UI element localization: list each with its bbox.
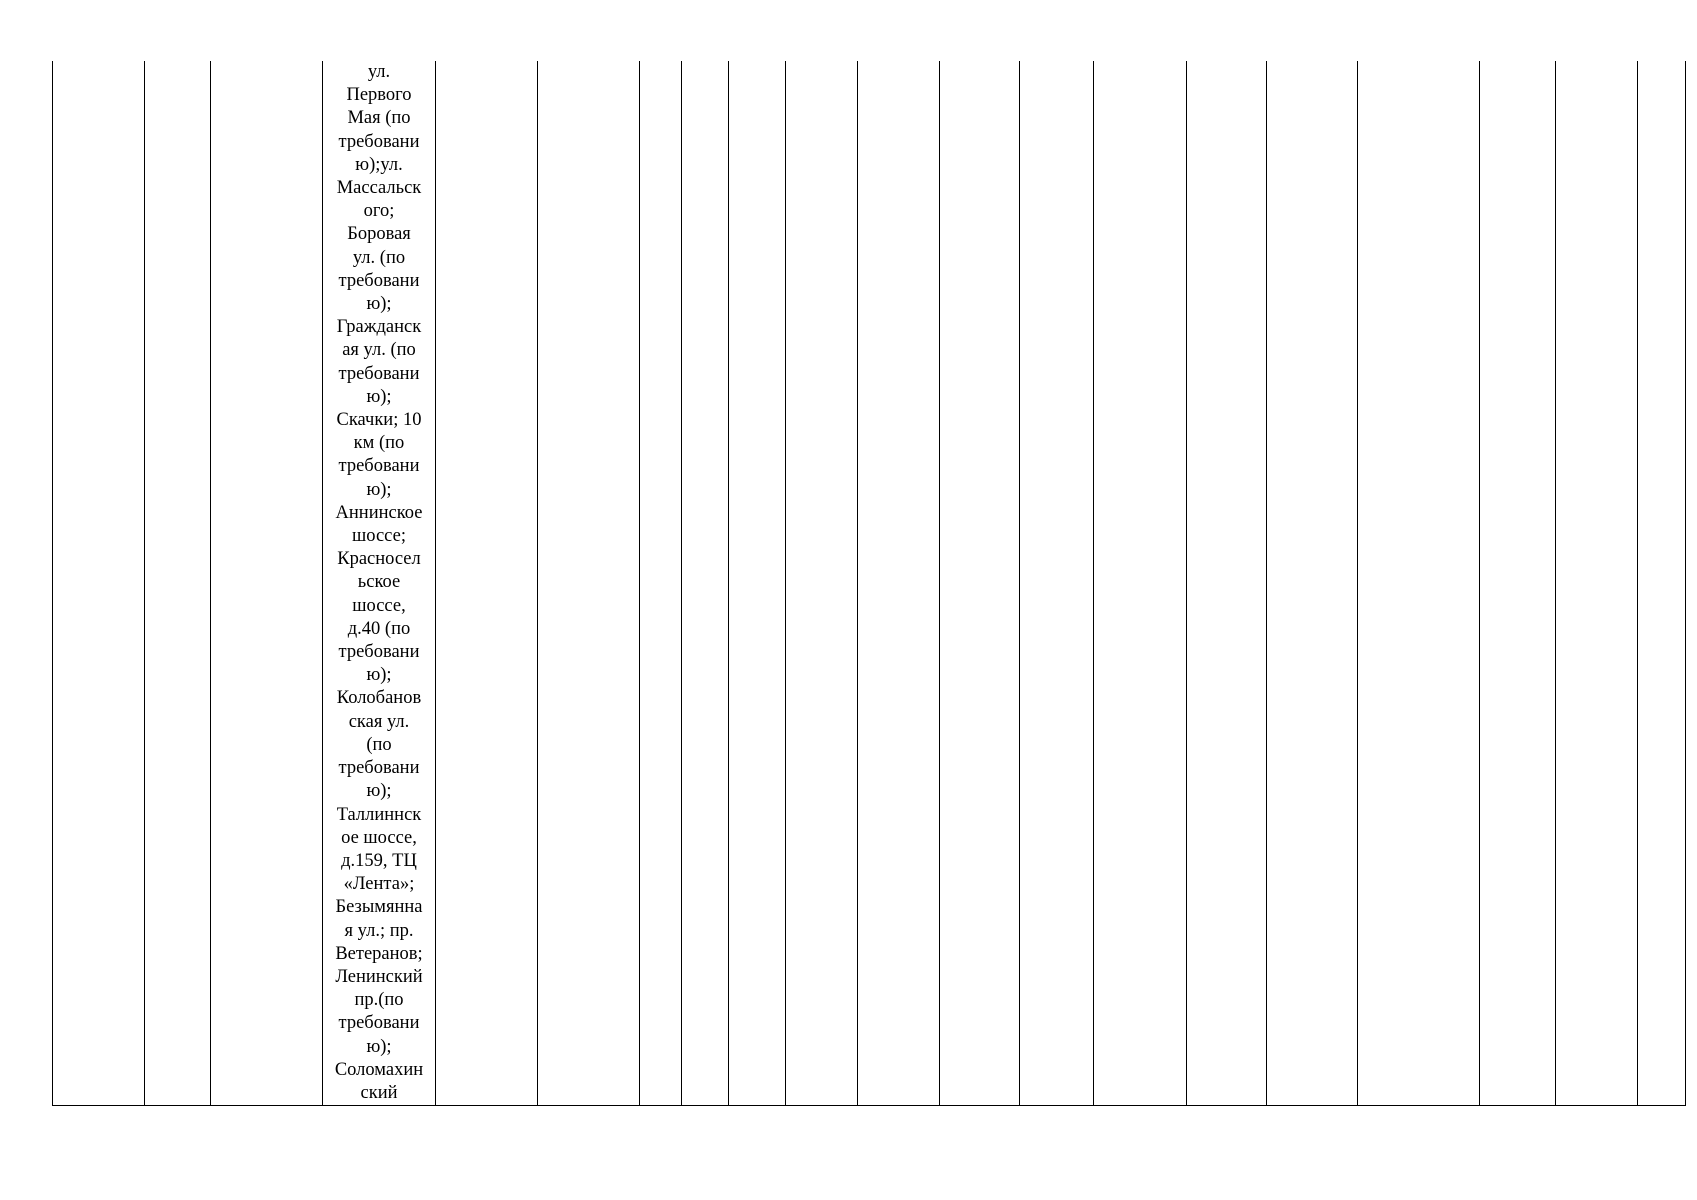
table-cell [786, 61, 858, 1106]
stop-line: ул. [367, 62, 391, 82]
table-cell [145, 61, 211, 1106]
stop-line: шоссе, [352, 595, 406, 616]
table-row [53, 61, 1686, 1106]
table-cell [1187, 61, 1267, 1106]
stop-line: ю); [366, 386, 392, 407]
route-table [52, 61, 1686, 1106]
table-cell [436, 61, 538, 1106]
table-cell [1480, 61, 1556, 1106]
stop-line: ю); [366, 1036, 392, 1057]
stop-line: ю);ул. [355, 154, 403, 175]
stop-line: д.40 (по [347, 618, 411, 639]
stop-line: ская ул. [348, 711, 410, 732]
table-cell [640, 61, 682, 1106]
stop-line: км (по [353, 433, 405, 454]
stop-line: шоссе; [352, 526, 406, 547]
stop-line: требовани [338, 131, 420, 152]
stop-line: ю); [366, 294, 392, 315]
stop-line: «Лента»; [343, 874, 415, 895]
table-cell [538, 61, 640, 1106]
stop-line: Массальск [336, 178, 422, 199]
table-cell [53, 61, 145, 1106]
stop-line: ский [360, 1082, 398, 1103]
stop-line: Гражданск [336, 317, 422, 338]
stop-line: ая ул. (по [342, 340, 416, 361]
stop-line: ю); [366, 781, 392, 802]
stop-line: требовани [338, 1013, 420, 1034]
stop-line: д.159, ТЦ [341, 850, 417, 871]
stop-line: ьское [357, 572, 401, 593]
stop-line: Боровая [347, 224, 411, 245]
stop-line: Красносел [337, 549, 421, 570]
stop-line: требовани [338, 642, 420, 663]
stop-line: требовани [338, 270, 420, 291]
stop-line: ое шоссе, [341, 827, 417, 848]
table-cell [1638, 61, 1686, 1106]
table-cell [1358, 61, 1480, 1106]
table-cell [211, 61, 323, 1106]
stop-line: ого; [363, 201, 395, 222]
stop-line: Скачки; 10 [336, 410, 422, 431]
stop-line: Первого [346, 85, 412, 106]
table-cell [858, 61, 940, 1106]
stop-line: Ветеранов; [335, 943, 423, 964]
stop-line: (по [366, 734, 392, 755]
stop-line: требовани [338, 758, 420, 779]
stop-line: я ул.; пр. [344, 920, 414, 941]
table-cell [940, 61, 1020, 1106]
stop-line: Ленинский [335, 966, 423, 987]
table-cell [1556, 61, 1638, 1106]
table-cell [682, 61, 729, 1106]
stop-line: пр.(по [354, 990, 404, 1011]
stop-line: ул. (по [352, 247, 406, 268]
stop-line: Соломахин [334, 1059, 424, 1080]
stop-line: ю); [366, 479, 392, 500]
stop-line: требовани [338, 456, 420, 477]
stop-line: Колобанов [336, 688, 422, 709]
stop-line: Безымянна [335, 897, 423, 918]
stop-line: требовани [338, 363, 420, 384]
table-cell [729, 61, 786, 1106]
stop-line: Таллиннск [336, 804, 422, 825]
table-cell [1094, 61, 1187, 1106]
stop-line: Аннинское [335, 502, 423, 523]
table-cell [1020, 61, 1094, 1106]
table-cell [1267, 61, 1358, 1106]
stop-line: ю); [366, 665, 392, 686]
stop-line: Мая (по [347, 108, 411, 129]
stops-list-cell [323, 61, 436, 1106]
